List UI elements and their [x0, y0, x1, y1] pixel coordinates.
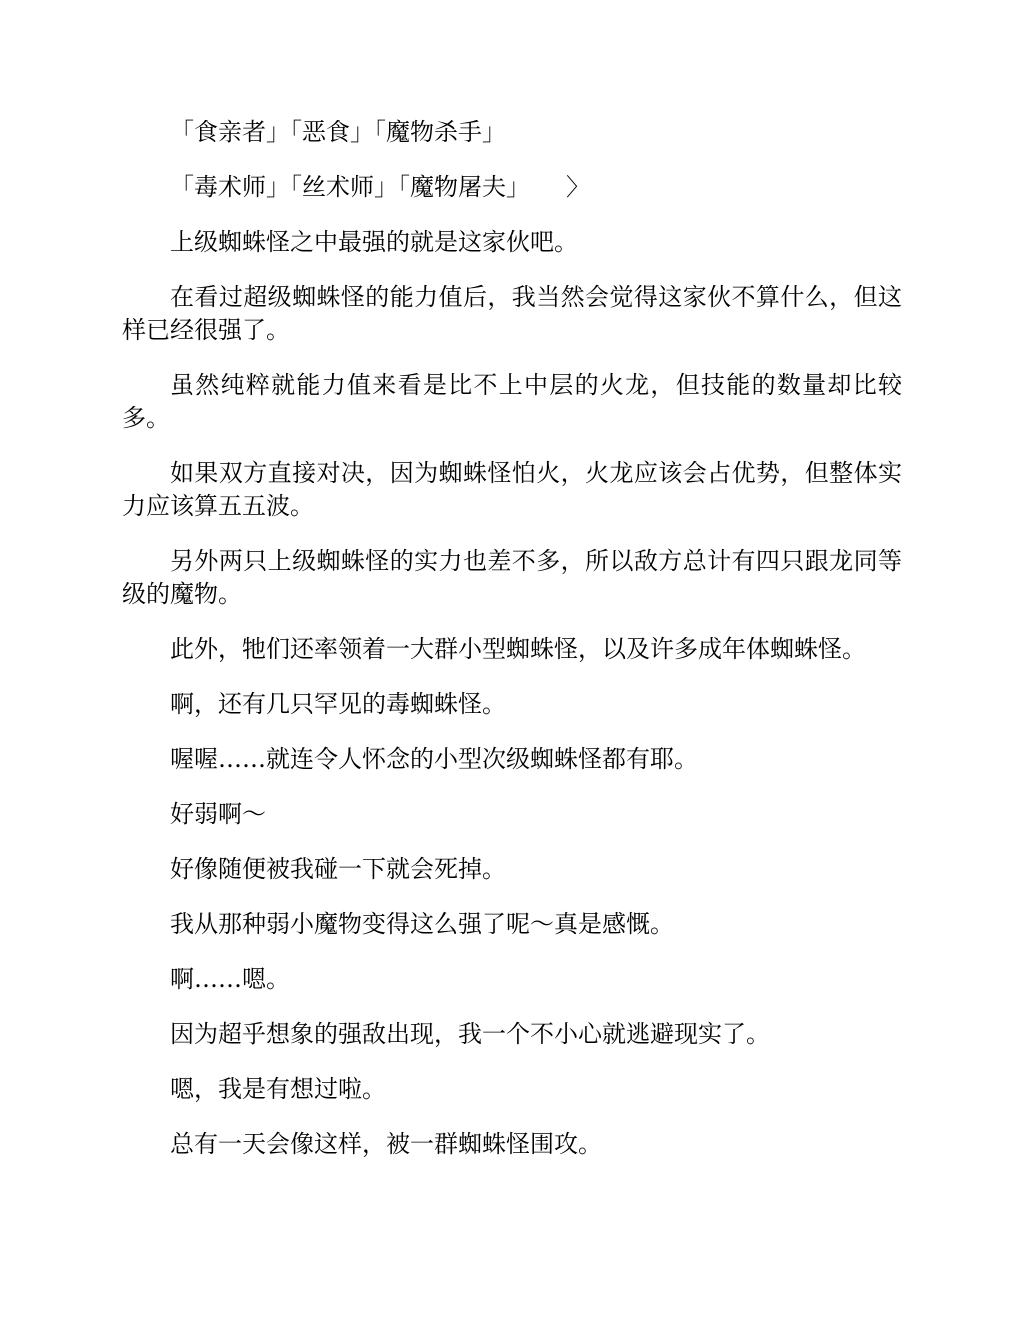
paragraph: 喔喔……就连令人怀念的小型次级蜘蛛怪都有耶。 [170, 745, 698, 773]
paragraph: 我从那种弱小魔物变得这么强了呢～真是感慨。 [170, 910, 674, 938]
paragraph: 因为超乎想象的强敌出现，我一个不小心就逃避现实了。 [170, 1020, 770, 1048]
paragraph-skills-2: 「毒术师」「丝术师」「魔物屠夫」 〉 [170, 173, 590, 201]
paragraph: 啊……嗯。 [170, 965, 290, 993]
paragraph: 在看过超级蜘蛛怪的能力值后，我当然会觉得这家伙不算什么，但这样已经很强了。 [122, 283, 902, 344]
paragraph: 上级蜘蛛怪之中最强的就是这家伙吧。 [170, 228, 578, 256]
paragraph: 另外两只上级蜘蛛怪的实力也差不多，所以敌方总计有四只跟龙同等级的魔物。 [122, 547, 902, 608]
paragraph: 嗯，我是有想过啦。 [170, 1075, 386, 1103]
text-body [122, 116, 902, 1183]
paragraph: 好像随便被我碰一下就会死掉。 [170, 855, 506, 883]
paragraph: 如果双方直接对决，因为蜘蛛怪怕火，火龙应该会占优势，但整体实力应该算五五波。 [122, 459, 902, 520]
paragraph: 此外，牠们还率领着一大群小型蜘蛛怪，以及许多成年体蜘蛛怪。 [170, 635, 866, 663]
paragraph: 虽然纯粹就能力值来看是比不上中层的火龙，但技能的数量却比较多。 [122, 371, 902, 432]
paragraph-skills-1: 「食亲者」「恶食」「魔物杀手」 [170, 118, 506, 146]
paragraph: 啊，还有几只罕见的毒蜘蛛怪。 [170, 690, 506, 718]
paragraph: 总有一天会像这样，被一群蜘蛛怪围攻。 [170, 1130, 602, 1158]
paragraph: 好弱啊～ [170, 800, 266, 828]
